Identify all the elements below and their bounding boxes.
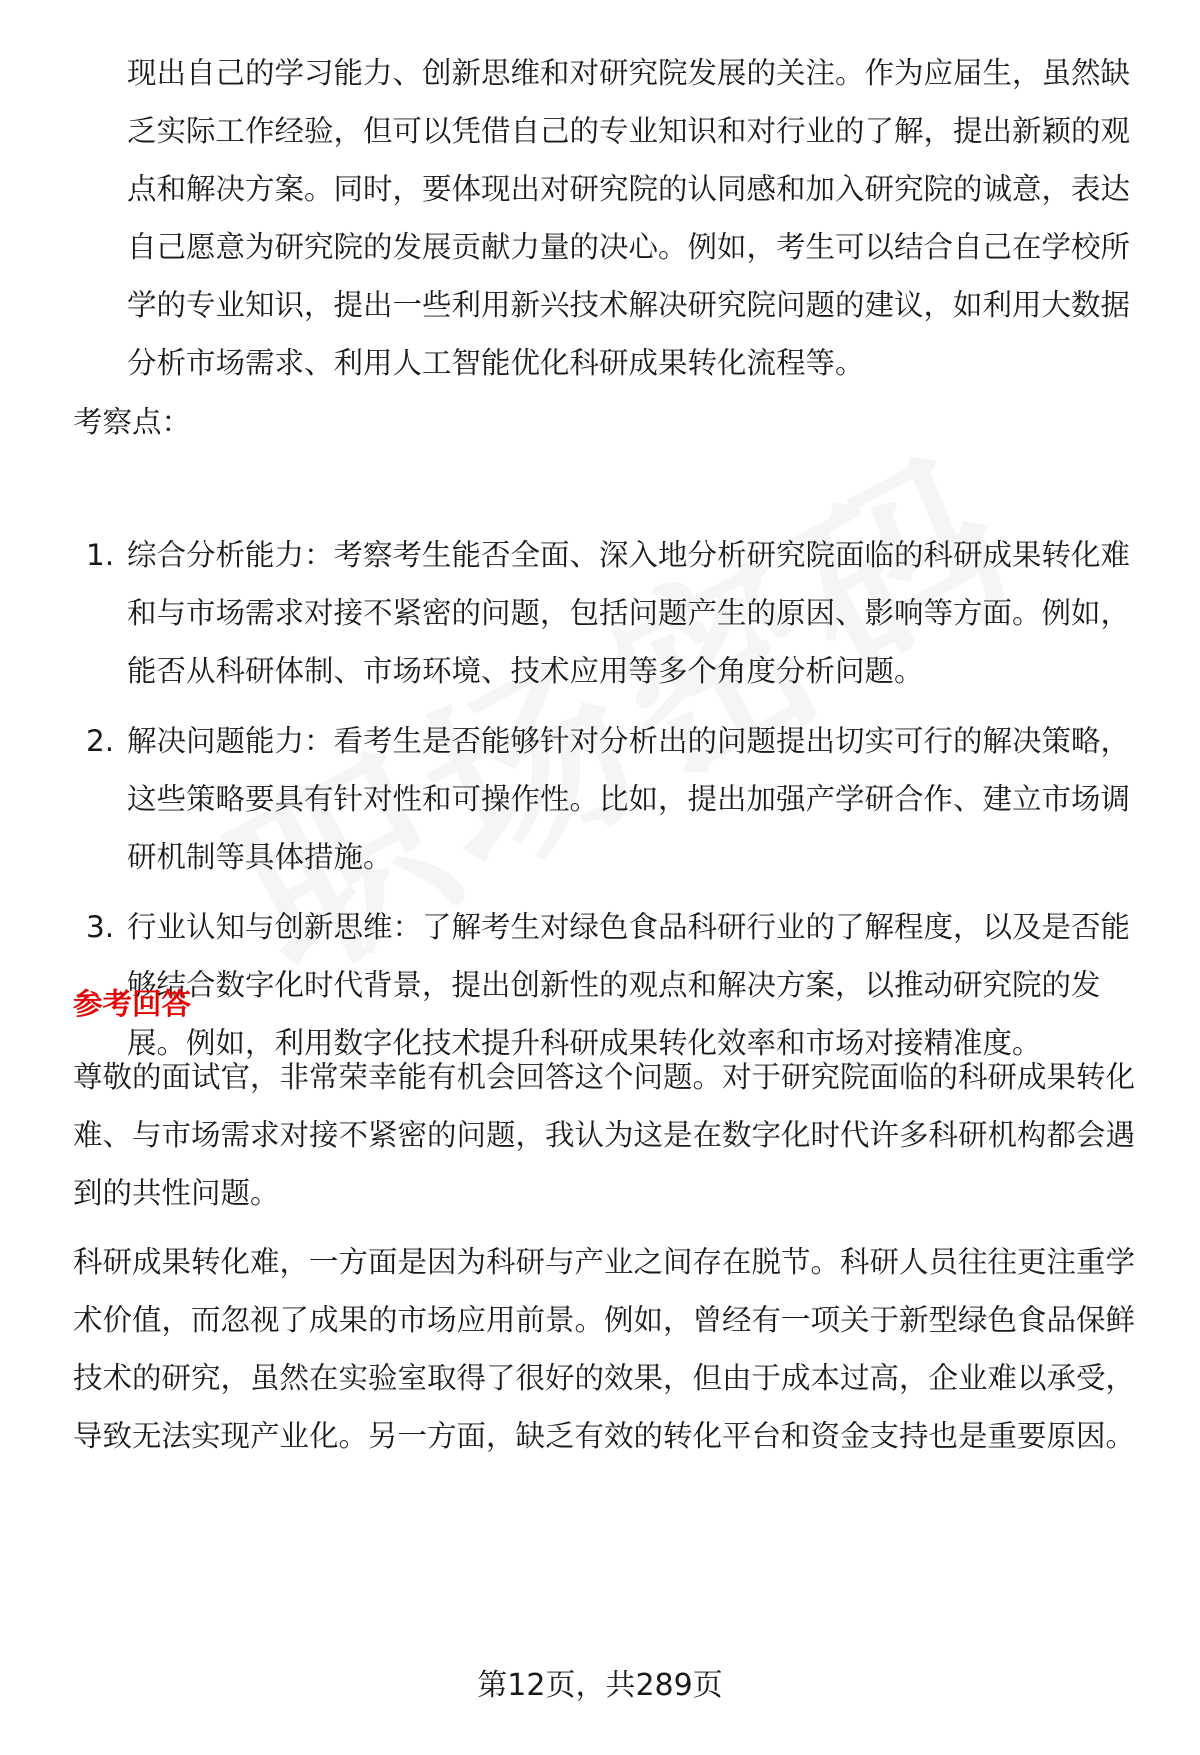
- answer-paragraph-2: 科研成果转化难，一方面是因为科研与产业之间存在脱节。科研人员往往更注重学术价值，而忽视了成果的市场应用前景。例如，曾经有一项关于新型绿色食品保鲜技术的研究，虽然在实验室取得了很好的效果，但由于成本过高，企业难以承受，导致无法实现产业化。另一方面，缺乏有效的转化平台和资金支持也是重要原因。: [73, 1245, 1136, 1453]
- evaluation-label: 考察点：: [73, 405, 192, 439]
- evaluation-point-text: 解决问题能力：看考生是否能够针对分析出的问题提出切实可行的解决策略，这些策略要具有针对性和可操作性。比如，提出加强产学研合作、建立市场调研机制等具体措施。: [127, 724, 1131, 874]
- evaluation-point-2: [0, 712, 1147, 886]
- reference-answer-title: 参考回答: [73, 987, 192, 1021]
- evaluation-point-text: 行业认知与创新思维：了解考生对绿色食品科研行业的了解程度，以及是否能够结合数字化时代背景，提出创新性的观点和解决方案，以推动研究院的发展。例如，利用数字化技术提升科研成果转化效率和市场对接精准度。: [127, 910, 1131, 1060]
- page-footer: 第12页，共289页: [477, 1668, 723, 1703]
- answer-paragraph-1: 尊敬的面试官，非常荣幸能有机会回答这个问题。对于研究院面临的科研成果转化难、与市场需求对接不紧密的问题，我认为这是在数字化时代许多科研机构都会遇到的共性问题。: [73, 1060, 1136, 1210]
- list-number: 3.: [86, 910, 115, 944]
- list-number: 2.: [86, 724, 115, 758]
- evaluation-point-1: [0, 526, 1147, 700]
- evaluation-point-text: 综合分析能力：考察考生能否全面、深入地分析研究院面临的科研成果转化难和与市场需求对接不紧密的问题，包括问题产生的原因、影响等方面。例如，能否从科研体制、市场环境、技术应用等多个角度分析问题。: [127, 538, 1131, 688]
- intro-paragraph: 现出自己的学习能力、创新思维和对研究院发展的关注。作为应届生，虽然缺乏实际工作经验，但可以凭借自己的专业知识和对行业的了解，提出新颖的观点和解决方案。同时，要体现出对研究院的认同感和加入研究院的诚意，表达自己愿意为研究院的发展贡献力量的决心。例如，考生可以结合自己在学校所学的专业知识，提出一些利用新兴技术解决研究院问题的建议，如利用大数据分析市场需求、利用人工智能优化科研成果转化流程等。: [127, 56, 1131, 380]
- list-number: 1.: [86, 538, 115, 572]
